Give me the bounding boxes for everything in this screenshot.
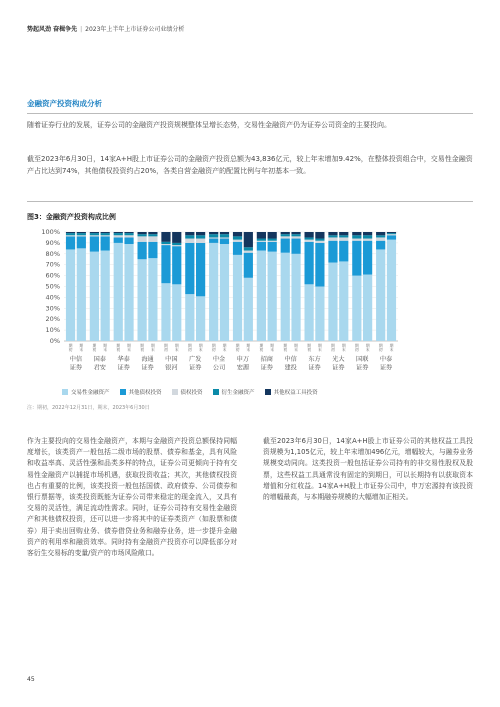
bar-segment	[244, 247, 253, 250]
bar-segment	[233, 240, 242, 242]
bar-segment	[328, 235, 337, 237]
period-label: 末	[174, 347, 179, 353]
header-brand: 势起风劲 奋楫争先	[27, 26, 78, 33]
bar-segment	[363, 239, 372, 241]
bar-segment	[209, 234, 218, 237]
bar-segment	[363, 241, 372, 275]
bar-segment	[185, 243, 194, 294]
bar-segment	[101, 233, 110, 235]
bar-segment	[220, 239, 229, 244]
company-label: 证券	[332, 364, 345, 372]
bar-segment	[339, 261, 348, 341]
company-label: 中信	[69, 356, 83, 363]
period-label: 末	[127, 347, 131, 353]
bar-segment	[196, 296, 205, 341]
company-label: 证券	[141, 364, 154, 372]
bar-segment	[77, 233, 86, 235]
period-label: 初	[116, 347, 121, 353]
period-label: 期	[198, 343, 203, 348]
bar-segment	[172, 246, 181, 284]
period-label: 期	[354, 343, 359, 348]
legend-item-other-debt	[120, 388, 162, 396]
bar-segment	[352, 235, 361, 238]
period-label: 期	[270, 343, 275, 348]
period-label: 期	[331, 343, 335, 348]
bar-segment	[352, 232, 361, 235]
y-tick-label: 10%	[45, 326, 60, 335]
period-label: 期	[246, 343, 251, 348]
bar-segment	[124, 232, 133, 233]
bar-segment	[363, 275, 372, 341]
period-label: 期	[365, 343, 370, 348]
company-label: 证券	[117, 364, 130, 372]
bar-segment	[66, 236, 75, 249]
company-label: 光大	[332, 356, 345, 363]
legend-swatch	[265, 389, 271, 395]
bar-segment	[161, 244, 170, 245]
bar-segment	[185, 235, 194, 238]
period-label: 期	[79, 343, 84, 348]
bar-segment	[220, 232, 229, 234]
bar-segment	[291, 234, 300, 236]
bar-segment	[281, 239, 290, 253]
legend-swatch	[172, 389, 178, 395]
company-label: 公司	[212, 364, 226, 372]
bar-segment	[387, 235, 396, 239]
period-label: 初	[211, 347, 216, 353]
bar-segment	[305, 237, 314, 239]
bar-segment	[90, 233, 99, 235]
bar-segment	[77, 236, 86, 248]
right-column-text: 截至2023年6月30日，14家A+H股上市证券公司的其他权益工具投资规模为1,105亿元，较上年末增加496亿元，增幅较大，与融券业务规模变动同向。这类投资一般包括证券公司持有的非交易性股权及股票，这些权益工具通常没有固定的到期日，可以长期持有以获取资本增值和分红收益。14家A+H股上市证券公司中，申万宏源持有该投资的增幅最高，与本期融券规模的大幅增加正相关。	[263, 437, 473, 502]
legend-swatch	[120, 389, 126, 395]
bar-segment	[233, 236, 242, 239]
bar-segment	[90, 232, 99, 233]
y-tick-label: 100%	[41, 228, 60, 236]
intro-paragraph: 随着证券行业的发展，证券公司的金融资产投资规模整体呈增长态势，交易性金融资产仍为证券公司资金的主要投向。	[27, 121, 391, 129]
bar-segment	[196, 232, 205, 235]
company-label: 国泰	[93, 356, 106, 363]
legend-item-debt	[172, 388, 203, 396]
bar-segment	[328, 241, 337, 263]
chart-note: 注：期初，2022年12月31日，期末，2023年6月30日	[27, 405, 150, 411]
period-label: 初	[283, 347, 288, 353]
period-label: 初	[354, 347, 359, 353]
y-tick-label: 30%	[45, 304, 60, 313]
bar-segment	[138, 234, 147, 236]
company-label: 建投	[284, 364, 297, 372]
bar-segment	[124, 233, 133, 235]
bar-segment	[209, 239, 218, 243]
bar-segment	[315, 241, 324, 243]
period-label: 末	[341, 347, 346, 353]
bar-segment	[305, 242, 314, 285]
period-label: 期	[103, 343, 108, 348]
period-label: 期	[92, 343, 97, 348]
bar-segment	[66, 232, 75, 233]
bar-segment	[138, 259, 147, 341]
company-label: 广发	[189, 356, 202, 363]
company-label: 中金	[212, 356, 226, 363]
bar-segment	[209, 237, 218, 238]
summary-paragraph: 截至2023年6月30日，14家A+H股上市证券公司的金融资产投资总额为43,836亿元，较上年末增加9.42%，在整体投资组合中，交易性金融资产占比达到74%，其他债权投资约占20%，各类自营金融资产的配置比例与年初基本一致。	[27, 155, 473, 175]
bar-segment	[161, 245, 170, 283]
period-label: 末	[246, 347, 251, 353]
company-label: 招商	[260, 356, 273, 363]
legend-swatch	[62, 389, 68, 395]
period-label: 期	[259, 343, 264, 348]
bar-segment	[172, 243, 181, 245]
period-label: 期	[127, 343, 131, 348]
bar-segment	[244, 251, 253, 253]
period-label: 期	[174, 343, 179, 348]
company-label: 华泰	[117, 356, 130, 363]
bar-segment	[363, 232, 372, 235]
period-label: 期	[283, 343, 288, 348]
bar-segment	[387, 232, 396, 233]
company-label: 中国	[165, 356, 178, 363]
period-label: 末	[270, 347, 275, 353]
bar-segment	[90, 235, 99, 236]
bar-segment	[257, 239, 266, 241]
period-label: 期	[164, 343, 168, 348]
bar-segment	[352, 241, 361, 276]
bar-segment	[233, 242, 242, 255]
bar-segment	[77, 232, 86, 233]
period-label: 期	[116, 343, 121, 348]
bar-segment	[124, 235, 133, 237]
page-header	[27, 24, 184, 33]
bar-segment	[257, 241, 266, 242]
bar-segment	[138, 236, 147, 241]
bar-segment	[315, 243, 324, 287]
company-label: 东方	[308, 356, 321, 363]
bar-segment	[148, 234, 157, 236]
header-subtitle: 2023年上半年上市证券公司业绩分析	[85, 26, 185, 33]
period-label: 初	[331, 347, 335, 353]
company-label: 证券	[69, 364, 83, 372]
bar-segment	[281, 236, 290, 238]
period-label: 期	[307, 343, 311, 348]
bar-segment	[114, 233, 123, 235]
period-label: 末	[389, 347, 394, 353]
bar-segment	[257, 232, 266, 239]
period-label: 期	[151, 343, 155, 348]
legend-item-derivative	[213, 388, 255, 396]
company-label: 宏源	[236, 364, 250, 372]
legend-label: 其他债权投资	[128, 390, 162, 396]
bar-segment	[185, 232, 194, 235]
bar-segment	[376, 237, 385, 240]
period-label: 初	[140, 347, 144, 353]
bar-segment	[172, 284, 181, 341]
legend-label: 衍生金融资产	[221, 390, 255, 396]
bar-segment	[66, 235, 75, 236]
company-label: 证券	[308, 364, 321, 372]
period-label: 期	[389, 343, 394, 348]
company-label: 银河	[165, 364, 178, 372]
period-label: 初	[259, 347, 264, 353]
period-label: 初	[68, 347, 73, 353]
bar-segment	[220, 244, 229, 341]
bar-segment	[66, 249, 75, 341]
bar-segment	[172, 245, 181, 246]
period-label: 初	[378, 347, 383, 353]
bar-segment	[328, 263, 337, 341]
bar-segment	[148, 236, 157, 241]
bar-segment	[244, 232, 253, 247]
company-label: 海通	[141, 356, 154, 363]
bar-segment	[363, 235, 372, 238]
bar-segment	[387, 240, 396, 341]
legend-item-other-equity	[265, 388, 318, 396]
period-label: 期	[235, 343, 240, 348]
bar-segment	[315, 287, 324, 342]
bar-segment	[124, 237, 133, 244]
company-label: 君安	[93, 364, 106, 372]
bar-segment	[138, 232, 147, 234]
legend-label: 其他权益工具投资	[273, 390, 318, 396]
bar-segment	[291, 239, 300, 254]
bar-segment	[268, 252, 277, 341]
legend-label: 债权投资	[180, 390, 203, 396]
period-label: 期	[187, 343, 192, 348]
period-label: 期	[222, 343, 227, 348]
bar-segment	[305, 232, 314, 237]
page-number: 45	[27, 676, 35, 683]
bar-segment	[148, 258, 157, 341]
period-label: 初	[187, 347, 192, 353]
bar-segment	[328, 237, 337, 240]
bar-segment	[196, 239, 205, 243]
bar-segment	[305, 240, 314, 242]
bar-segment	[114, 232, 123, 233]
period-label: 期	[140, 343, 144, 348]
bar-segment	[244, 253, 253, 278]
bar-segment	[233, 232, 242, 236]
y-tick-label: 0%	[49, 337, 60, 345]
period-label: 期	[341, 343, 346, 348]
figure-title: 图3：金融资产投资构成比例	[27, 213, 116, 221]
legend-item-trading	[62, 388, 110, 396]
bar-segment	[220, 234, 229, 237]
bar-segment	[352, 239, 361, 241]
bar-segment	[124, 244, 133, 341]
period-label: 末	[151, 347, 155, 353]
period-label: 期	[294, 343, 298, 348]
legend-swatch	[213, 389, 219, 395]
bar-segment	[376, 241, 385, 250]
bar-segment	[281, 232, 290, 234]
bar-segment	[233, 255, 242, 341]
bar-segment	[387, 234, 396, 235]
bar-segment	[101, 235, 110, 236]
bar-segment	[185, 294, 194, 341]
bar-segment	[77, 235, 86, 236]
y-tick-label: 20%	[45, 315, 60, 324]
bar-segment	[339, 235, 348, 237]
y-tick-label: 50%	[45, 282, 60, 291]
bar-segment	[339, 237, 348, 240]
bar-segment	[138, 242, 147, 259]
bar-segment	[291, 232, 300, 234]
bar-segment	[101, 232, 110, 233]
bar-segment	[387, 233, 396, 234]
company-label: 中泰	[379, 356, 393, 363]
bar-segment	[196, 235, 205, 238]
company-label: 中信	[284, 356, 297, 363]
company-label: 证券	[260, 364, 273, 372]
bar-segment	[209, 232, 218, 234]
bar-segment	[101, 236, 110, 250]
bar-segment	[376, 232, 385, 235]
bar-segment	[114, 243, 123, 341]
company-label: 证券	[379, 364, 393, 372]
period-label: 初	[164, 347, 168, 353]
period-label: 末	[294, 347, 298, 353]
bar-segment	[161, 232, 170, 242]
period-label: 期	[68, 343, 73, 348]
y-tick-label: 80%	[45, 249, 60, 258]
bar-segment	[196, 243, 205, 296]
bar-segment	[339, 241, 348, 262]
y-tick-label: 60%	[45, 271, 60, 280]
bar-segment	[291, 254, 300, 341]
bar-segment	[268, 241, 277, 242]
period-label: 末	[365, 347, 370, 353]
bar-segment	[257, 242, 266, 251]
bar-segment	[268, 242, 277, 252]
bar-segment	[244, 278, 253, 341]
bar-segment	[339, 232, 348, 235]
bar-segment	[376, 235, 385, 237]
period-label: 末	[198, 347, 203, 353]
bar-segment	[77, 248, 86, 341]
period-label: 末	[103, 347, 108, 353]
period-label: 初	[235, 347, 240, 353]
bar-segment	[172, 232, 181, 243]
bar-segment	[114, 235, 123, 237]
company-label: 证券	[189, 364, 202, 372]
y-tick-label: 40%	[45, 293, 60, 302]
company-label: 国联	[356, 356, 369, 363]
section-rule-top	[27, 113, 473, 114]
bar-segment	[90, 236, 99, 251]
bar-segment	[257, 251, 266, 341]
bar-segment	[209, 243, 218, 341]
section-title: 金融资产投资构成分析	[27, 99, 102, 108]
company-label: 证券	[356, 364, 369, 372]
bar-segment	[376, 249, 385, 341]
bar-segment	[220, 237, 229, 238]
period-label: 期	[318, 343, 322, 348]
bar-segment	[315, 239, 324, 241]
period-label: 末	[222, 347, 227, 353]
bar-segment	[101, 251, 110, 341]
left-column-text: 作为主要投向的交易性金融资产，本期与金融资产投资总额保持同幅度增长，该类资产一般包括二级市场的股票、债券和基金，具有风险和收益率高、灵活性强和品类多样的特点，证券公司更倾向于持有交易性金融资产以捕捉市场机遇，获取投资收益；其次，其他债权投资也占有重要的比例，该类投资一般包括国债、政府债券、公司债券和银行票据等，该类投资既能为证券公司带来稳定的现金流入，又具有交易的灵活性，满足流动性需求。同时，证券公司持有交易性金融资产和其他债权投资，还可以进一步将其中的证券类资产（如股票和债券）用于卖出回购业务、债券借贷业务和融券业务，进一步提升金融资产的利用率和融资效率。同时持有金融资产投资亦可以降低部分对客衍生交易标的变量/资产的市场风险敞口。	[27, 437, 237, 558]
bar-segment	[161, 242, 170, 244]
period-label: 末	[318, 347, 322, 353]
bar-segment	[114, 237, 123, 242]
bar-segment	[148, 232, 157, 234]
bar-segment	[268, 232, 277, 239]
period-label: 期	[211, 343, 216, 348]
bar-segment	[66, 233, 75, 235]
bar-segment	[148, 242, 157, 258]
bar-segment	[291, 236, 300, 238]
period-label: 初	[307, 347, 311, 353]
bar-segment	[268, 239, 277, 241]
legend-label: 交易性金融资产	[71, 390, 110, 396]
y-tick-label: 70%	[45, 260, 60, 269]
section-rule-bottom	[27, 201, 473, 202]
period-label: 末	[79, 347, 84, 353]
company-label: 申万	[236, 356, 250, 363]
bar-segment	[281, 253, 290, 341]
bar-segment	[352, 276, 361, 341]
bar-segment	[161, 283, 170, 341]
bar-segment	[328, 232, 337, 235]
stacked-bar-chart	[27, 224, 473, 384]
bar-segment	[315, 232, 324, 239]
bar-segment	[185, 239, 194, 243]
bar-segment	[281, 234, 290, 236]
period-label: 初	[92, 347, 97, 353]
y-tick-label: 90%	[45, 238, 60, 247]
bar-segment	[305, 284, 314, 341]
period-label: 期	[378, 343, 383, 348]
chart-legend	[62, 388, 318, 396]
bar-segment	[90, 252, 99, 341]
header-separator: |	[80, 26, 83, 33]
